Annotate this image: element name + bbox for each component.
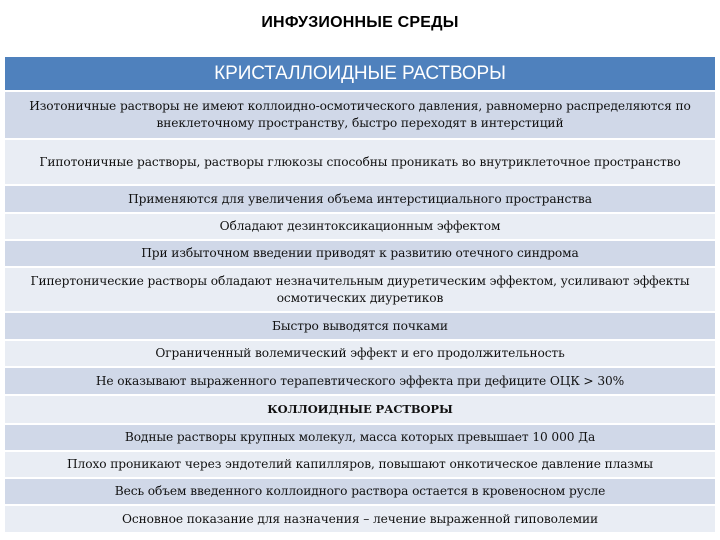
page-title: ИНФУЗИОННЫЕ СРЕДЫ — [261, 14, 459, 31]
table-row: Основное показание для назначения – лечение выраженной гиповолемии — [5, 506, 715, 534]
table-row: Не оказывают выраженного терапевтического эффекта при дефиците ОЦК > 30% — [5, 368, 715, 396]
table-row: Плохо проникают через эндотелий капилляров, повышают онкотическое давление плазмы — [5, 452, 715, 479]
table-subheader: КОЛЛОИДНЫЕ РАСТВОРЫ — [5, 396, 715, 425]
table-row: Гипертонические растворы обладают незначительным диуретическим эффектом, усиливают эффекты осмотических диуретиков — [5, 268, 715, 313]
table-row: Водные растворы крупных молекул, масса которых превышает 10 000 Да — [5, 425, 715, 452]
table-row: Весь объем введенного коллоидного раствора остается в кровеносном русле — [5, 479, 715, 506]
table-row: При избыточном введении приводят к развитию отечного синдрома — [5, 241, 715, 268]
table-row: Ограниченный волемический эффект и его продолжительность — [5, 341, 715, 368]
table-row: Изотоничные растворы не имеют коллоидно-осмотического давления, равномерно распределяются по внеклеточному пространству, быстро переходят в интерстиций — [5, 92, 715, 140]
table-row: Применяются для увеличения объема интерстициального пространства — [5, 186, 715, 214]
info-table — [5, 57, 715, 534]
table-row: Обладают дезинтоксикационным эффектом — [5, 214, 715, 241]
table-row: Быстро выводятся почками — [5, 313, 715, 341]
table-row: Гипотоничные растворы, растворы глюкозы способны проникать во внутриклеточное пространство — [5, 140, 715, 186]
table-header: КРИСТАЛЛОИДНЫЕ РАСТВОРЫ — [5, 57, 715, 92]
